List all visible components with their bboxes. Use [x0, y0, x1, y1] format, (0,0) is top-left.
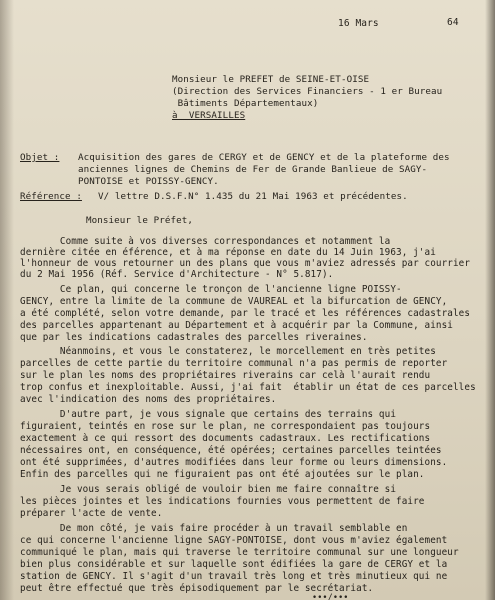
- page-edge-shadow-left: [0, 0, 14, 600]
- address-line-city: à VERSAILLES: [172, 110, 246, 121]
- body-line: a été complété, selon votre demande, par le tracé et les références cadastrales: [20, 308, 471, 319]
- body-line: exactement à ce qui ressort des documents cadastraux. Les rectifications: [20, 433, 431, 444]
- objet-line: anciennes lignes de Chemins de Fer de Grande Banlieue de SAGY-: [78, 164, 428, 175]
- body-line: les pièces jointes et les indications fournies vous permettent de faire: [20, 496, 425, 507]
- body-line: dernière citée en éférence, et à ma réponse en date du 14 Juin 1963, j'ai: [20, 247, 436, 258]
- body-line: sur le plan les noms des propriétaires riverains car celà l'aurait rendu: [20, 370, 431, 381]
- body-line: GENCY, entre la limite de la commune de VAUREAL et la bifurcation de GENCY,: [20, 296, 448, 307]
- body-line: Enfin des parcelles qui ne figuraient pas ont été ajoutées sur le plan.: [20, 469, 425, 480]
- address-line-direction: (Direction des Services Financiers - 1 er Bureau: [172, 86, 443, 97]
- address-line-recipient: Monsieur le PREFET de SEINE-ET-OISE: [172, 74, 370, 85]
- salutation: Monsieur le Préfet,: [86, 215, 193, 226]
- body-line: figuraient, teintés en rose sur le plan, ne correspondaient pas toujours: [20, 421, 431, 432]
- body-line: Néanmoins, et vous le constaterez, le morcellement en très petites: [20, 346, 436, 357]
- body-line: du 2 Mai 1956 (Réf. Service d'Architecture - N° 5.817).: [20, 269, 334, 280]
- body-line: bien plus considérable et sur laquelle sont édifiées la gare de CERGY et la: [20, 559, 448, 570]
- body-line: Comme suite à vos diverses correspondances et notamment la: [20, 236, 391, 247]
- body-line: peut être effectué que très épisodiquement par le secrétariat.: [20, 583, 374, 594]
- body-line: avec l'indication des noms des propriétaires.: [20, 394, 277, 405]
- body-line: station de GENCY. Il s'agit d'un travail très long et très minutieux qui ne: [20, 571, 448, 582]
- body-line: ce qui concerne l'ancienne ligne SAGY-PONTOISE, dont vous m'aviez également: [20, 535, 448, 546]
- body-line: D'autre part, je vous signale que certains des terrains qui: [20, 409, 397, 420]
- body-line: trop confus et inexploitable. Aussi, j'ai fait établir un état de ces parcelles: [20, 382, 476, 393]
- page-edge-shadow-right: [485, 0, 495, 600]
- body-line: Ce plan, qui concerne le tronçon de l'ancienne ligne POISSY-: [20, 284, 402, 295]
- body-line: parcelles de cette partie du territoire communal n'a pas permis de reporter: [20, 358, 448, 369]
- continuation-mark: •••/•••: [312, 593, 349, 600]
- body-line: nécessaires ont, en conséquence, été opérées; certaines parcelles teintées: [20, 445, 442, 456]
- reference-label: Référence :: [20, 191, 82, 202]
- body-line: que par les indications cadastrales des parcelles riveraines.: [20, 332, 368, 343]
- address-line-batiments: Bâtiments Départementaux): [172, 98, 319, 109]
- body-line: l'honneur de vous retourner un des plans que vous m'aviez adressés par courrier: [20, 258, 471, 269]
- body-line: communiqué le plan, mais qui traverse le territoire communal sur une longueur: [20, 547, 459, 558]
- page-number: 64: [447, 17, 459, 28]
- objet-line: PONTOISE et POISSY-GENCY.: [78, 176, 219, 187]
- body-line: Je vous serais obligé de vouloir bien me faire connaître si: [20, 484, 397, 495]
- body-line: préparer l'acte de vente.: [20, 508, 163, 519]
- body-line: des parcelles appartenant au Département et à acquérir par la Commune, ainsi: [20, 320, 453, 331]
- objet-label: Objet :: [20, 152, 60, 163]
- reference-text: V/ lettre D.S.F.N° 1.435 du 21 Mai 1963 et précédentes.: [98, 191, 408, 202]
- body-line: De mon côté, je vais faire procéder à un travail semblable en: [20, 523, 408, 534]
- letter-date: 16 Mars: [338, 18, 379, 29]
- objet-line: Acquisition des gares de CERGY et de GENCY et de la plateforme des: [78, 152, 450, 163]
- body-line: ont été supprimées, d'autres modifiées dans leur forme ou leurs dimensions.: [20, 457, 448, 468]
